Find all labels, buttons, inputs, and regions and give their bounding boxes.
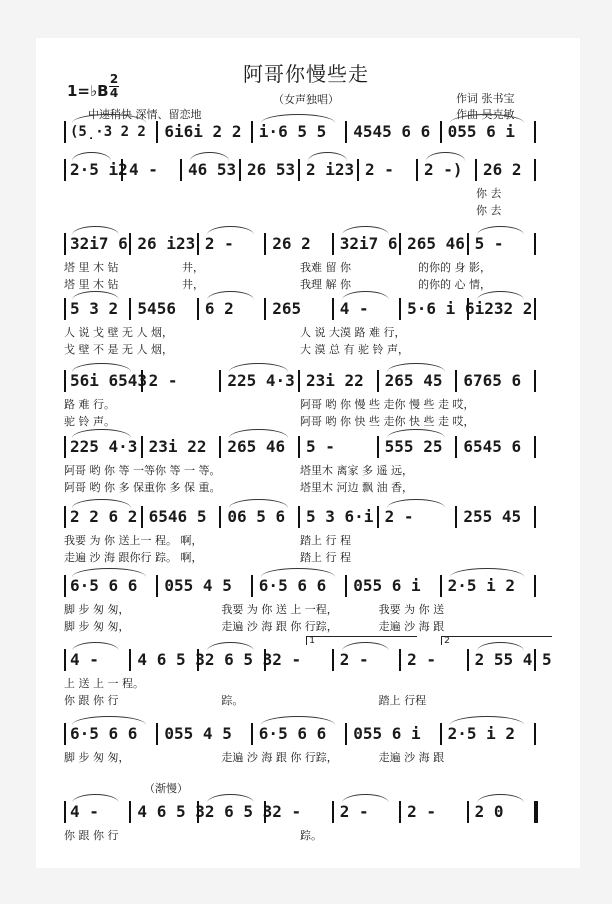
measure: 5456	[137, 299, 176, 318]
lyric-segment: 你 去	[476, 187, 502, 200]
lyric-segment: 我难 留 你	[300, 261, 351, 274]
time-signature	[109, 73, 119, 100]
lyric-segment: 上 送 上 一 程。	[64, 677, 144, 690]
bar-line	[534, 121, 536, 143]
bar-line	[64, 436, 66, 458]
bar-line	[298, 159, 300, 181]
score-system	[64, 369, 536, 393]
song-subtitle: （女声独唱）	[273, 93, 339, 106]
measure: 2 -	[339, 650, 369, 669]
lyric-segment: 的你的 身 影，	[418, 261, 491, 274]
measure: 4 -	[70, 802, 99, 821]
bar-line	[399, 298, 401, 320]
measure: 2 -	[407, 650, 437, 669]
lyric-segment: 塔里木 离家 多 遥 远，	[300, 464, 413, 477]
bar-line	[197, 801, 199, 823]
measure: 5 3 6·i	[306, 507, 374, 526]
score-system	[64, 505, 536, 529]
lyric-segment: 走遍 沙 海 跟 你 行踪，	[221, 620, 338, 633]
bar-line	[251, 723, 253, 745]
bar-line	[129, 233, 131, 255]
bar-line	[377, 370, 379, 392]
score-system	[64, 574, 536, 598]
bar-line	[399, 233, 401, 255]
measure: i·6 5 5	[258, 122, 327, 141]
bar-line	[219, 506, 221, 528]
bar-line	[64, 233, 66, 255]
bar-line	[357, 159, 359, 181]
bar-line	[219, 436, 221, 458]
bar-line	[440, 121, 442, 143]
bar-line	[197, 649, 199, 671]
lyric-segment: 踪。	[300, 829, 322, 842]
bar-line	[345, 121, 347, 143]
bar-line	[377, 506, 379, 528]
bar-line	[64, 370, 66, 392]
bar-line	[264, 298, 266, 320]
measure: 265 46	[227, 437, 286, 456]
bar-line	[455, 370, 457, 392]
lyric-segment: 走遍 沙 海 跟	[378, 620, 445, 633]
measure: 56i 6543	[70, 371, 148, 390]
measure: 2 -	[339, 802, 369, 821]
bar-line	[534, 801, 538, 823]
bar-line	[332, 649, 334, 671]
measure: 32i7 6	[339, 234, 398, 253]
measure: 6i6i 2 2	[164, 122, 242, 141]
bar-line	[467, 233, 469, 255]
slow-down-mark: （渐慢）	[144, 782, 188, 795]
bar-line	[64, 575, 66, 597]
measure: 26 2	[483, 160, 522, 179]
lyric-line	[64, 203, 536, 219]
bar-line	[298, 370, 300, 392]
composer-credit: 作曲 吴克敏	[456, 108, 515, 121]
lyric-segment: 走遍 沙 海 跟 你 行踪，	[221, 751, 338, 764]
bar-line	[141, 370, 143, 392]
measure: 26 53	[247, 160, 296, 179]
lyric-line	[64, 325, 536, 341]
bar-line	[377, 436, 379, 458]
measure: 555 25	[384, 437, 443, 456]
measure: 4 -	[339, 299, 369, 318]
measure: 225 4·3	[70, 437, 138, 456]
bar-line	[455, 506, 457, 528]
bar-line	[475, 159, 477, 181]
lyric-line	[64, 550, 536, 566]
measure: 06 5 6	[227, 507, 286, 526]
bar-line	[264, 801, 266, 823]
bar-line	[264, 233, 266, 255]
bar-line	[64, 506, 66, 528]
bar-line	[534, 575, 536, 597]
measure: 2 -	[272, 650, 302, 669]
measure: 2 -	[148, 371, 178, 390]
measure: 4545 6 6	[353, 122, 431, 141]
bar-line	[467, 801, 469, 823]
lyric-line	[64, 480, 536, 496]
score-system	[64, 648, 552, 672]
lyric-line	[64, 750, 536, 766]
lyric-segment: 你 跟 你 行	[64, 829, 119, 842]
bar-line	[298, 506, 300, 528]
bar-line	[129, 649, 131, 671]
bar-line	[251, 121, 253, 143]
bar-line	[156, 575, 158, 597]
lyric-segment: 走遍 沙 海 跟你行 踪。 啊，	[64, 551, 203, 564]
lyric-segment: 脚 步 匆 匆，	[64, 603, 130, 616]
score-system	[64, 435, 536, 459]
tempo-marking: 中速稍快 深情、留恋地	[88, 108, 202, 121]
bar-line	[332, 801, 334, 823]
bar-line	[534, 436, 536, 458]
lyric-segment: 我理 解 你	[300, 278, 351, 291]
lyric-line	[64, 602, 536, 618]
bar-line	[399, 649, 401, 671]
lyric-segment: 路 难 行。	[64, 398, 115, 411]
bar-line	[416, 159, 418, 181]
lyric-segment: 你 跟 你 行	[64, 694, 119, 707]
measure: 4 6 5 3	[137, 802, 205, 821]
bar-line	[251, 575, 253, 597]
bar-line	[197, 233, 199, 255]
lyric-segment: 人 说 大漠 路 难 行，	[300, 326, 406, 339]
bar-line	[534, 649, 536, 671]
lyric-line	[64, 463, 536, 479]
bar-line	[64, 298, 66, 320]
measure: 055 6 i	[353, 724, 421, 743]
lyric-segment: 塔里木 河边 飘 油 香，	[300, 481, 413, 494]
lyric-segment: 踏上 行 程	[300, 534, 351, 547]
bar-line	[440, 723, 442, 745]
measure: 6·5 6 6	[258, 576, 327, 595]
measure: 5 -	[306, 437, 335, 456]
song-title: 阿哥你慢些走	[243, 62, 369, 86]
lyric-segment: 我要 为 你 送 上 一程，	[221, 603, 338, 616]
lyric-segment: 踏上 行 程	[300, 551, 351, 564]
measure: 265 46	[407, 234, 465, 253]
bar-line	[197, 298, 199, 320]
measure: 2 -	[204, 234, 234, 253]
key-signature: 1=♭B	[67, 82, 109, 100]
measure: 2 i23	[306, 160, 355, 179]
bar-line	[534, 233, 536, 255]
lyric-line	[64, 414, 536, 430]
bar-line	[264, 649, 266, 671]
bar-line	[534, 159, 536, 181]
lyric-segment: 脚 步 匆 匆，	[64, 751, 130, 764]
lyric-segment: 大 漠 总 有 驼 铃 声，	[300, 343, 409, 356]
score-system	[64, 722, 536, 746]
measure: 2·5 i2	[70, 160, 128, 179]
bar-line	[129, 298, 131, 320]
lyric-line	[64, 186, 536, 202]
bar-line	[455, 436, 457, 458]
lyric-line	[64, 676, 536, 692]
measure: 055 4 5	[164, 724, 232, 743]
lyric-segment: 塔 里 木 钻	[64, 261, 119, 274]
lyric-segment: 人 说 戈 壁 无 人 烟，	[64, 326, 173, 339]
measure: 255 45	[463, 507, 522, 526]
measure: 265	[272, 299, 302, 318]
bar-line	[219, 370, 221, 392]
measure: 055 6 i	[447, 122, 516, 141]
lyric-segment: 踏上 行程	[378, 694, 427, 707]
bar-line	[467, 649, 469, 671]
bar-line	[399, 801, 401, 823]
lyric-segment: 阿哥 哟 你 等 一等你 等 一 等。	[64, 464, 221, 477]
bar-line	[156, 723, 158, 745]
bar-line	[345, 723, 347, 745]
measure: 2 2 6 2	[70, 507, 138, 526]
bar-line	[180, 159, 182, 181]
bar-line	[64, 649, 66, 671]
bar-line	[129, 801, 131, 823]
measure: 23i 22	[148, 437, 207, 456]
lyric-segment: 踪。	[221, 694, 244, 707]
measure: 265 45	[384, 371, 443, 390]
measure: 46 53	[188, 160, 237, 179]
lyric-segment: 我要 为 你 送	[378, 603, 445, 616]
measure: (5̣·3 2 2	[70, 124, 146, 140]
lyric-line	[64, 828, 536, 844]
bar-line	[64, 723, 66, 745]
lyric-segment: 塔 里 木 钻	[64, 278, 119, 291]
measure: 5·6 i 6	[407, 299, 475, 318]
bar-line	[534, 723, 536, 745]
measure: 2 0	[474, 802, 504, 821]
bar-line	[467, 298, 469, 320]
measure: i232 2	[474, 299, 533, 318]
measure: 055 4 5	[164, 576, 232, 595]
bar-line	[141, 506, 143, 528]
bar-line	[64, 801, 66, 823]
score-system	[64, 158, 536, 182]
measure: 23i 22	[306, 371, 364, 390]
lyric-segment: 阿哥 哟 你 快 些 走你 快 些 走 哎，	[300, 415, 475, 428]
measure: 055 6 i	[353, 576, 421, 595]
measure: 2 6 5 3	[204, 650, 273, 669]
measure: 2·5 i 2	[447, 724, 516, 743]
measure: 26 i23	[137, 234, 196, 253]
bar-line	[121, 159, 123, 181]
measure: 6·5 6 6	[70, 576, 138, 595]
lyric-line	[64, 619, 536, 635]
lyric-line	[64, 693, 536, 709]
measure: 2 -	[272, 802, 302, 821]
measure: 2 -)	[424, 160, 463, 179]
measure: 32i7 6	[70, 234, 128, 253]
bar-line	[440, 575, 442, 597]
bar-line	[298, 436, 300, 458]
measure: 4 -	[129, 160, 158, 179]
measure: 2 -	[365, 160, 394, 179]
measure: 6·5 6 6	[70, 724, 138, 743]
measure: 2 55 4 5	[474, 650, 552, 669]
measure: 26 2	[272, 234, 311, 253]
lyric-line	[64, 277, 536, 293]
volta-bracket: 1	[306, 636, 417, 645]
measure: 6765 6	[463, 371, 522, 390]
score-system	[64, 232, 536, 256]
score-system	[64, 297, 536, 321]
lyric-line	[64, 342, 536, 358]
lyric-segment: 你 去	[476, 204, 502, 217]
bar-line	[64, 121, 66, 143]
lyric-segment: 阿哥 哟 你 多 保重你 多 保 重。	[64, 481, 221, 494]
lyric-line	[64, 260, 536, 276]
lyric-line	[64, 397, 536, 413]
measure: 5 3 2	[70, 299, 119, 318]
bar-line	[332, 298, 334, 320]
lyric-segment: 的你的 心 情，	[418, 278, 491, 291]
measure: 2 -	[384, 507, 414, 526]
measure: 6546 5	[148, 507, 207, 526]
lyric-segment: 井，	[182, 278, 204, 291]
measure: 2 6 5 3	[204, 802, 273, 821]
lyric-segment: 井，	[182, 261, 204, 274]
bar-line	[332, 233, 334, 255]
lyric-line	[64, 533, 536, 549]
bar-line	[534, 298, 536, 320]
measure: 6 2	[204, 299, 234, 318]
lyricist-credit: 作词 张书宝	[456, 92, 515, 105]
measure: 2 -	[407, 802, 437, 821]
measure: 4 6 5 3	[137, 650, 205, 669]
lyric-segment: 驼 铃 声。	[64, 415, 115, 428]
lyric-segment: 脚 步 匆 匆，	[64, 620, 130, 633]
bar-line	[156, 121, 158, 143]
score-system	[64, 800, 536, 824]
score-system	[64, 120, 536, 144]
bar-line	[534, 506, 536, 528]
bar-line	[239, 159, 241, 181]
measure: 225 4·3	[227, 371, 295, 390]
measure: 5 -	[474, 234, 504, 253]
lyric-segment: 我要 为 你 送上一 程。 啊，	[64, 534, 203, 547]
bar-line	[141, 436, 143, 458]
volta-bracket: 2	[441, 636, 552, 645]
bar-line	[345, 575, 347, 597]
measure: 6545 6	[463, 437, 522, 456]
bar-line	[64, 159, 66, 181]
meter-bottom: 4	[109, 86, 119, 100]
measure: 2·5 i 2	[447, 576, 516, 595]
bar-line	[534, 370, 536, 392]
lyric-segment: 阿哥 哟 你 慢 些 走你 慢 些 走 哎，	[300, 398, 475, 411]
lyric-segment: 走遍 沙 海 跟	[378, 751, 445, 764]
lyric-segment: 戈 壁 不 是 无 人 烟，	[64, 343, 173, 356]
measure: 4 -	[70, 650, 99, 669]
measure: 6·5 6 6	[258, 724, 327, 743]
meter-top: 2	[109, 72, 119, 86]
